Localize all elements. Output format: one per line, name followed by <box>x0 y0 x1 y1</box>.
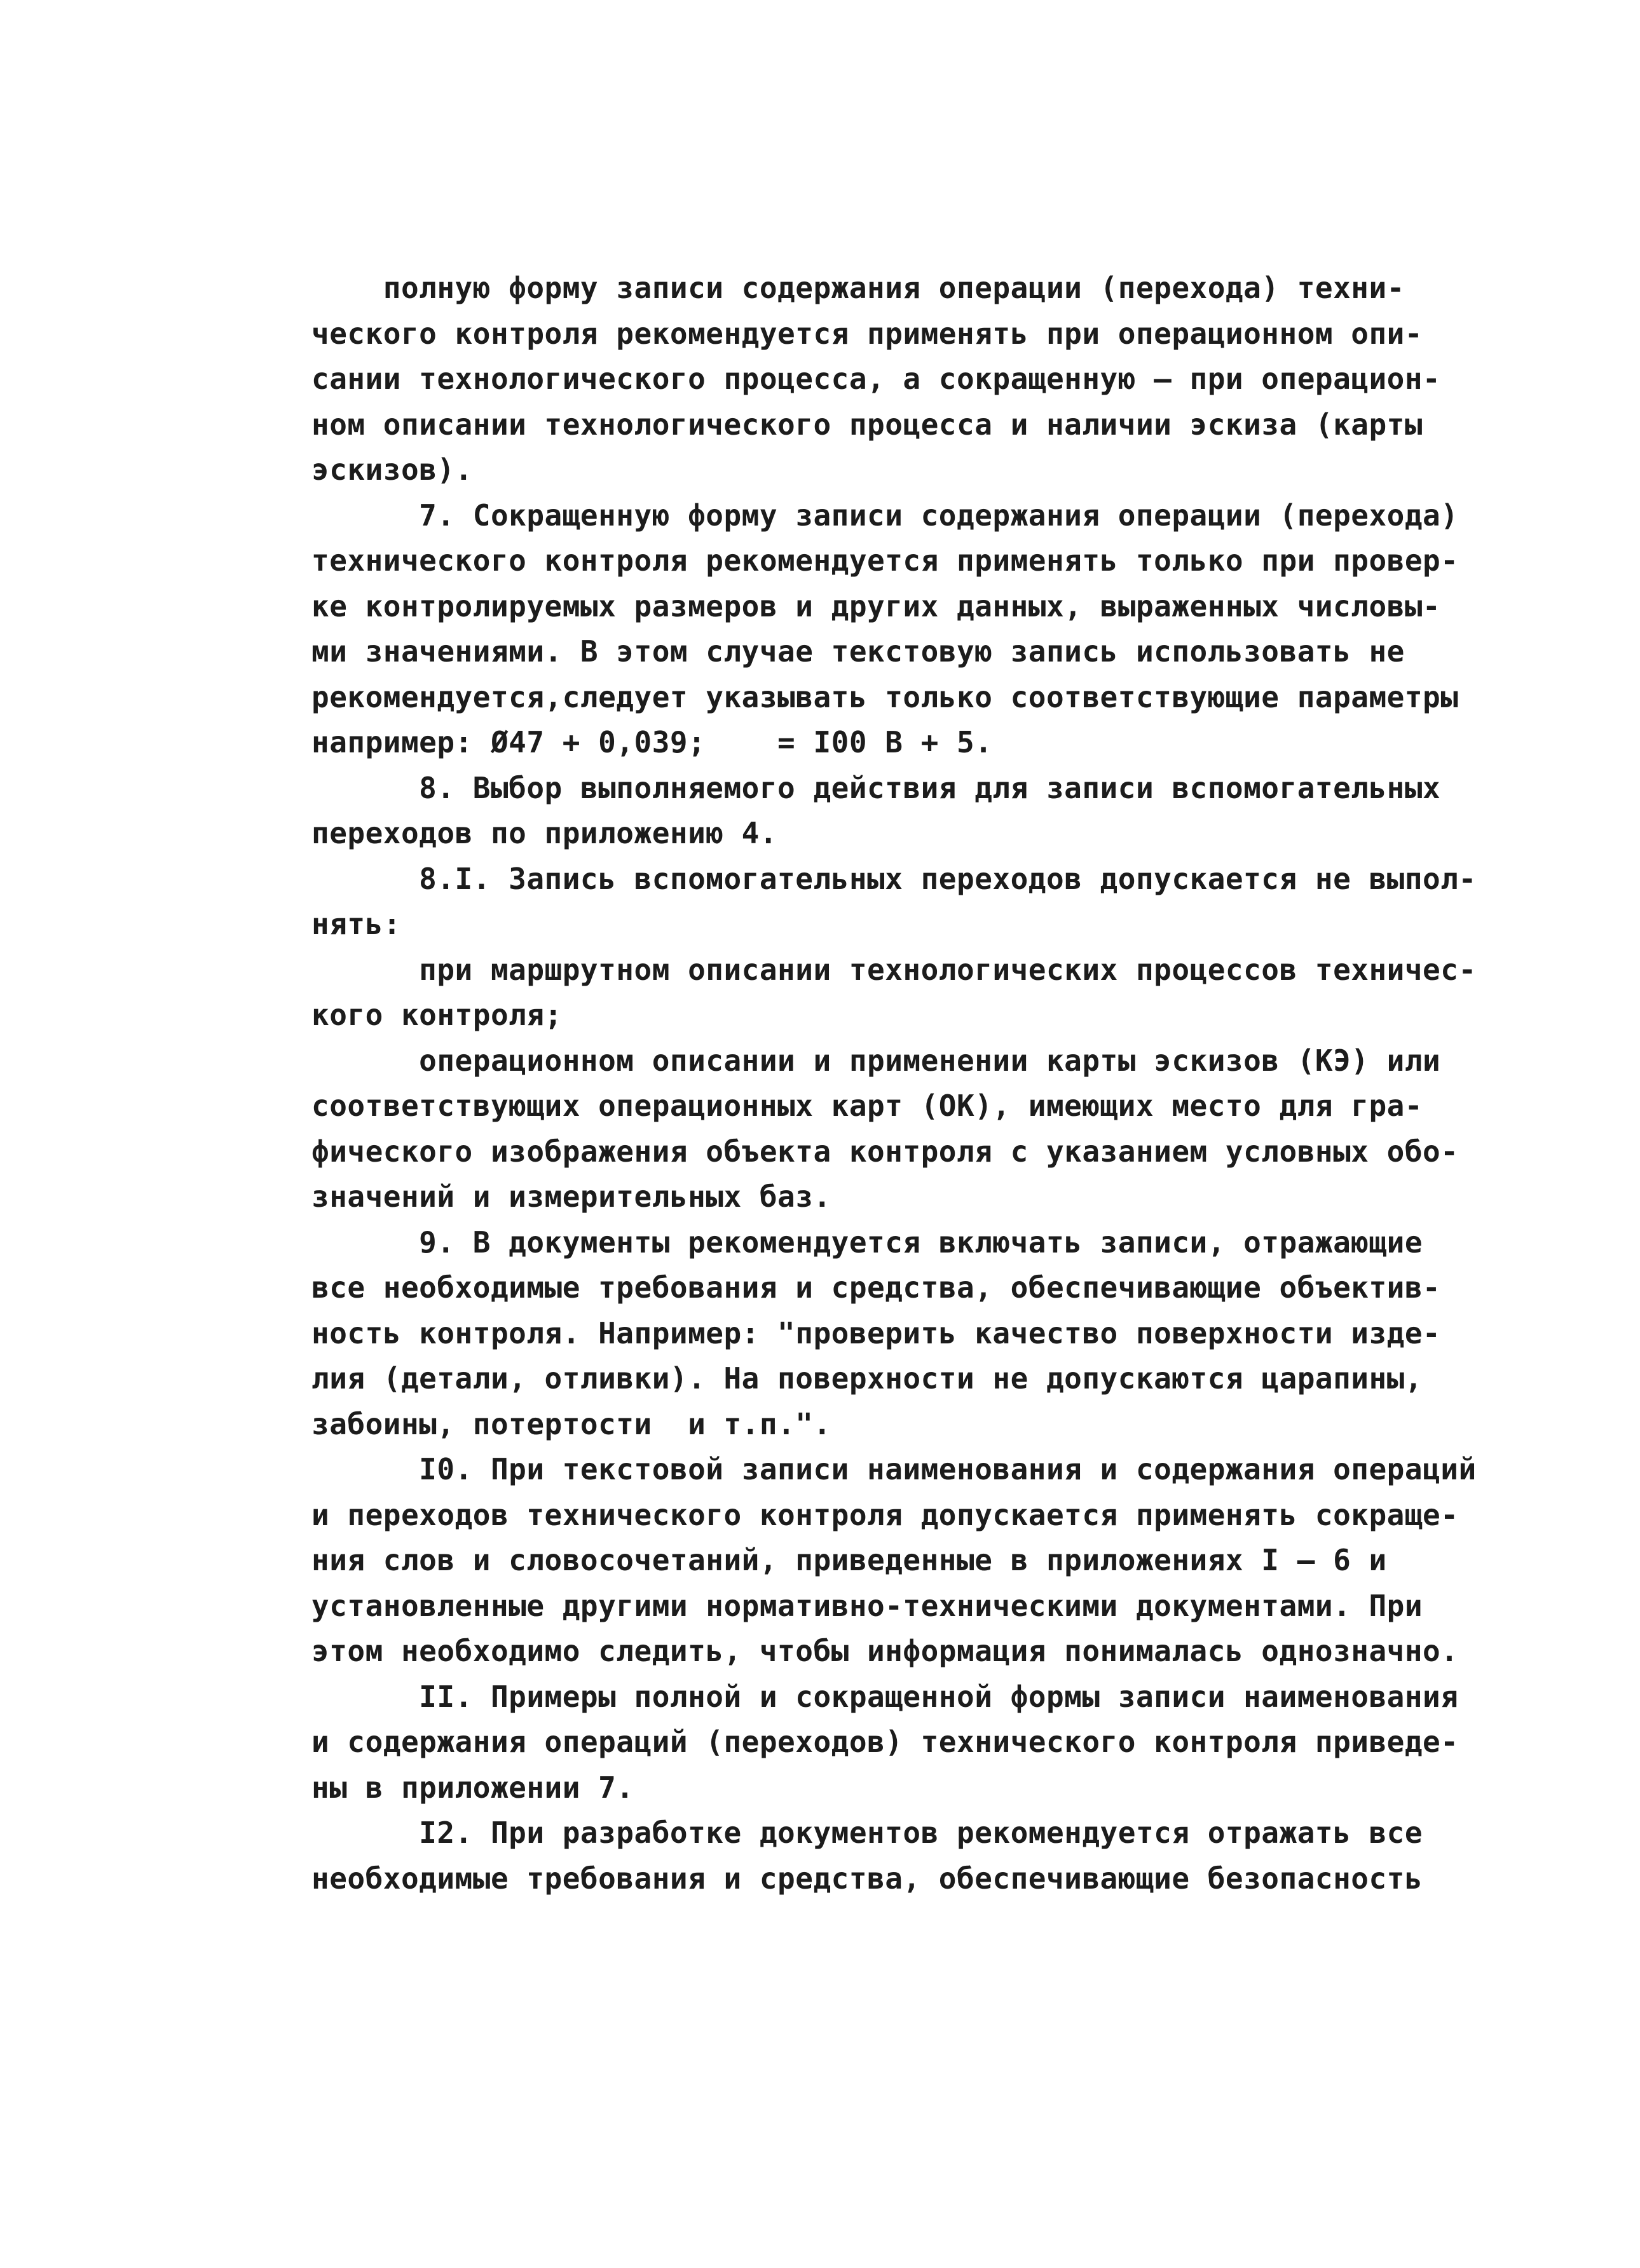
text-line: например: Ø47 + 0,039; = I00 В + 5. <box>311 725 993 759</box>
text-line: I0. При текстовой записи наименования и содержания операций <box>311 1452 1477 1486</box>
text-line: нять: <box>311 907 401 941</box>
text-line: рекомендуется,следует указывать только соответствующие параметры <box>311 679 1459 714</box>
text-line: и переходов технического контроля допускается применять сокраще- <box>311 1497 1459 1532</box>
text-line: ке контролируемых размеров и других данных, выраженных числовы- <box>311 588 1441 623</box>
text-line: при маршрутном описании технологических процессов техничес- <box>311 952 1477 987</box>
text-line: полную форму записи содержания операции (перехода) техни- <box>311 271 1405 305</box>
text-line: и содержания операций (переходов) технического контроля приведе- <box>311 1725 1459 1759</box>
text-line: переходов по приложению 4. <box>311 816 778 850</box>
text-line: все необходимые требования и средства, обеспечивающие объектив- <box>311 1270 1441 1305</box>
text-line: кого контроля; <box>311 998 563 1032</box>
text-line: 9. В документы рекомендуется включать записи, отражающие <box>311 1225 1423 1260</box>
text-line: операционном описании и применении карты эскизов (КЭ) или <box>311 1043 1441 1078</box>
text-line: ческого контроля рекомендуется применять при операционном опи- <box>311 316 1423 351</box>
text-line: соответствующих операционных карт (ОК), имеющих место для гра- <box>311 1089 1423 1123</box>
text-line: ны в приложении 7. <box>311 1770 634 1805</box>
text-line: I2. При разработке документов рекомендуется отражать все <box>311 1816 1423 1850</box>
text-line: значений и измерительных баз. <box>311 1179 831 1214</box>
text-line: забоины, потертости и т.п.". <box>311 1406 831 1441</box>
text-line: сании технологического процесса, а сокращенную – при операцион- <box>311 362 1441 396</box>
text-line: установленные другими нормативно-техническими документами. При <box>311 1588 1423 1623</box>
text-line: ность контроля. Например: "проверить качество поверхности изде- <box>311 1315 1441 1350</box>
text-line: ния слов и словосочетаний, приведенные в приложениях I – 6 и <box>311 1543 1387 1577</box>
text-line: технического контроля рекомендуется применять только при провер- <box>311 543 1459 578</box>
text-line: фического изображения объекта контроля с указанием условных обо- <box>311 1134 1459 1169</box>
text-line: 7. Сокращенную форму записи содержания операции (перехода) <box>311 498 1459 533</box>
text-line: II. Примеры полной и сокращенной формы записи наименования <box>311 1679 1459 1714</box>
text-line: 8.I. Запись вспомогательных переходов допускается не выпол- <box>311 861 1477 896</box>
text-line: ми значениями. В этом случае текстовую запись использовать не <box>311 634 1405 669</box>
text-line: этом необходимо следить, чтобы информация понималась однозначно. <box>311 1634 1459 1668</box>
document-text <box>311 266 1557 1901</box>
text-line: необходимые требования и средства, обеспечивающие безопасность <box>311 1861 1423 1896</box>
text-line: 8. Выбор выполняемого действия для записи вспомогательных <box>311 770 1441 805</box>
text-line: ном описании технологического процесса и наличии эскиза (карты <box>311 407 1423 442</box>
text-line: лия (детали, отливки). На поверхности не допускаются царапины, <box>311 1361 1423 1395</box>
text-line: эскизов). <box>311 452 473 487</box>
